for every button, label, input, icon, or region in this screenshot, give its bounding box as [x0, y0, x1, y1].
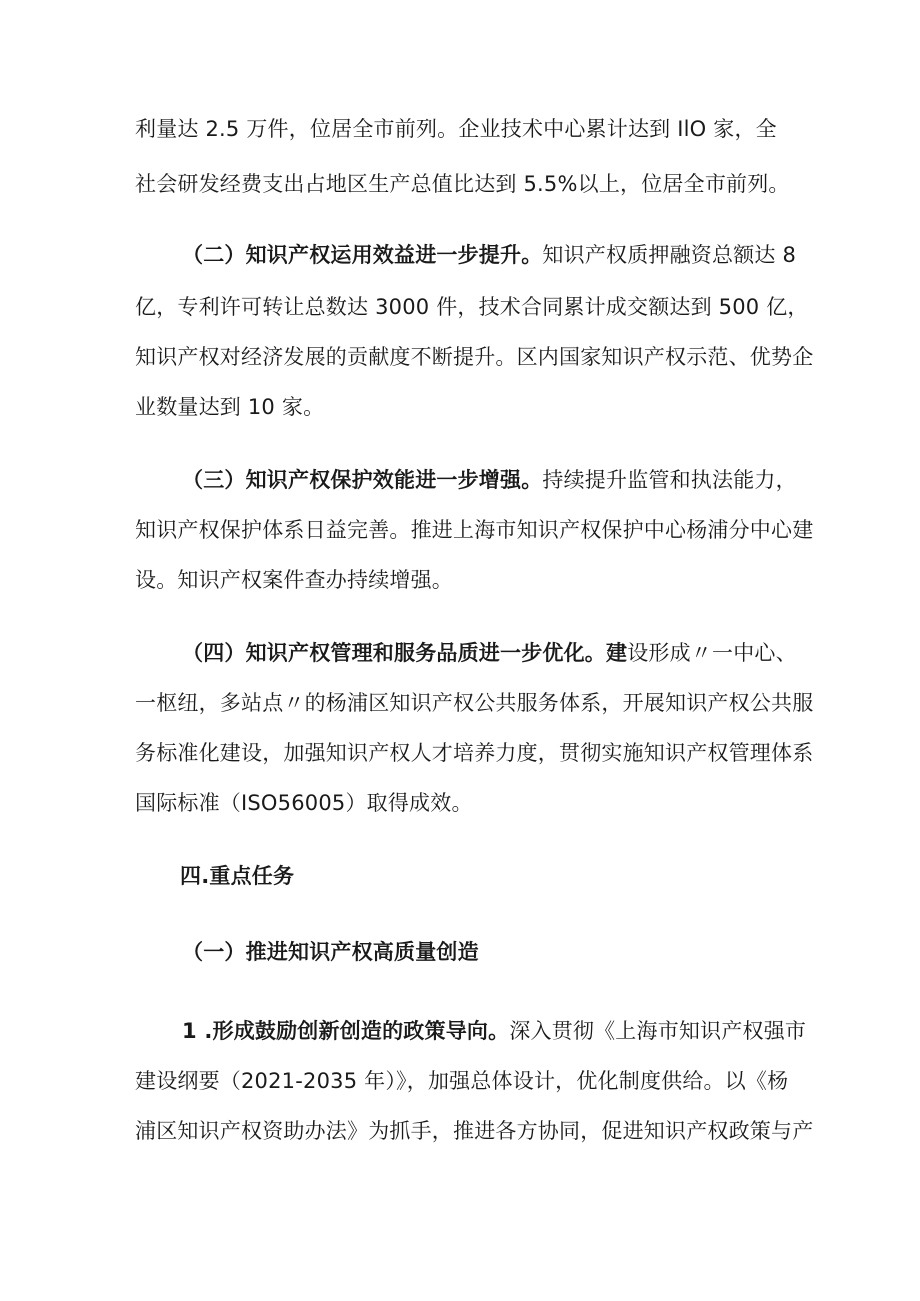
paragraph-line	[135, 739, 813, 767]
text: 知识产权保护体系日益完善。推进上海市知识产权保护中心杨浦分中心建	[135, 518, 814, 542]
section-4-heading: （四）知识产权管理和服务品质进一步优化。建	[182, 641, 628, 665]
text: 设。知识产权案件查办持续增强。	[135, 568, 453, 592]
subsection-1-title: （一）推进知识产权高质量创造	[182, 940, 479, 964]
text: 知识产权质押融资总额达 8	[542, 243, 797, 267]
paragraph-line	[135, 115, 777, 143]
paragraph-line	[135, 789, 473, 817]
text: 一枢纽，多站点〃的杨浦区知识产权公共服务体系，开展知识产权公共服	[135, 691, 814, 715]
paragraph-line	[135, 689, 813, 717]
text: 亿，专利许可转让总数达 3000 件，技术合同累计成交额达到 500 亿，	[135, 295, 809, 319]
section-3-first-line	[182, 466, 797, 494]
section-4-first-line	[182, 639, 797, 667]
section-2-first-line	[182, 241, 796, 269]
part-4-title: 四.重点任务	[180, 864, 295, 888]
text: 利量达 2.5 万件，位居全市前列。企业技术中心累计达到 IlO 家，全	[135, 117, 777, 141]
paragraph-line	[135, 1117, 813, 1145]
section-3-heading: （三）知识产权保护效能进一步增强。	[182, 468, 543, 492]
text: 设形成〃一中心、	[627, 641, 797, 665]
text: 知识产权对经济发展的贡献度不断提升。区内国家知识产权示范、优势企	[135, 345, 814, 369]
text: 建设纲要（2021-2035 年）》，加强总体设计，优化制度供给。以《杨	[135, 1069, 789, 1093]
paragraph-line	[135, 343, 813, 371]
item-1-number: 1	[182, 1019, 197, 1043]
paragraph-line	[135, 393, 324, 421]
text: 社会研发经费支出占地区生产总值比达到 5.5%以上，位居全市前列。	[135, 172, 790, 196]
paragraph-line	[135, 170, 790, 198]
text: 深入贯彻《上海市知识产权强市	[509, 1019, 807, 1043]
text: 浦区知识产权资助办法》为抓手，推进各方协同，促进知识产权政策与产	[135, 1119, 814, 1143]
paragraph-line	[135, 566, 453, 594]
text: 国际标准（ISO56005）取得成效。	[135, 791, 473, 815]
text: 业数量达到 10 家。	[135, 395, 325, 419]
paragraph-line	[135, 293, 809, 321]
text: 务标准化建设，加强知识产权人才培养力度，贯彻实施知识产权管理体系	[135, 741, 814, 765]
item-1-heading: .形成鼓励创新创造的政策导向。	[196, 1019, 510, 1043]
paragraph-line	[135, 516, 813, 544]
text: 持续提升监管和执法能力，	[542, 468, 797, 492]
section-2-heading: （二）知识产权运用效益进一步提升。	[182, 243, 543, 267]
item-1-first-line	[182, 1017, 806, 1045]
paragraph-line	[135, 1067, 788, 1095]
